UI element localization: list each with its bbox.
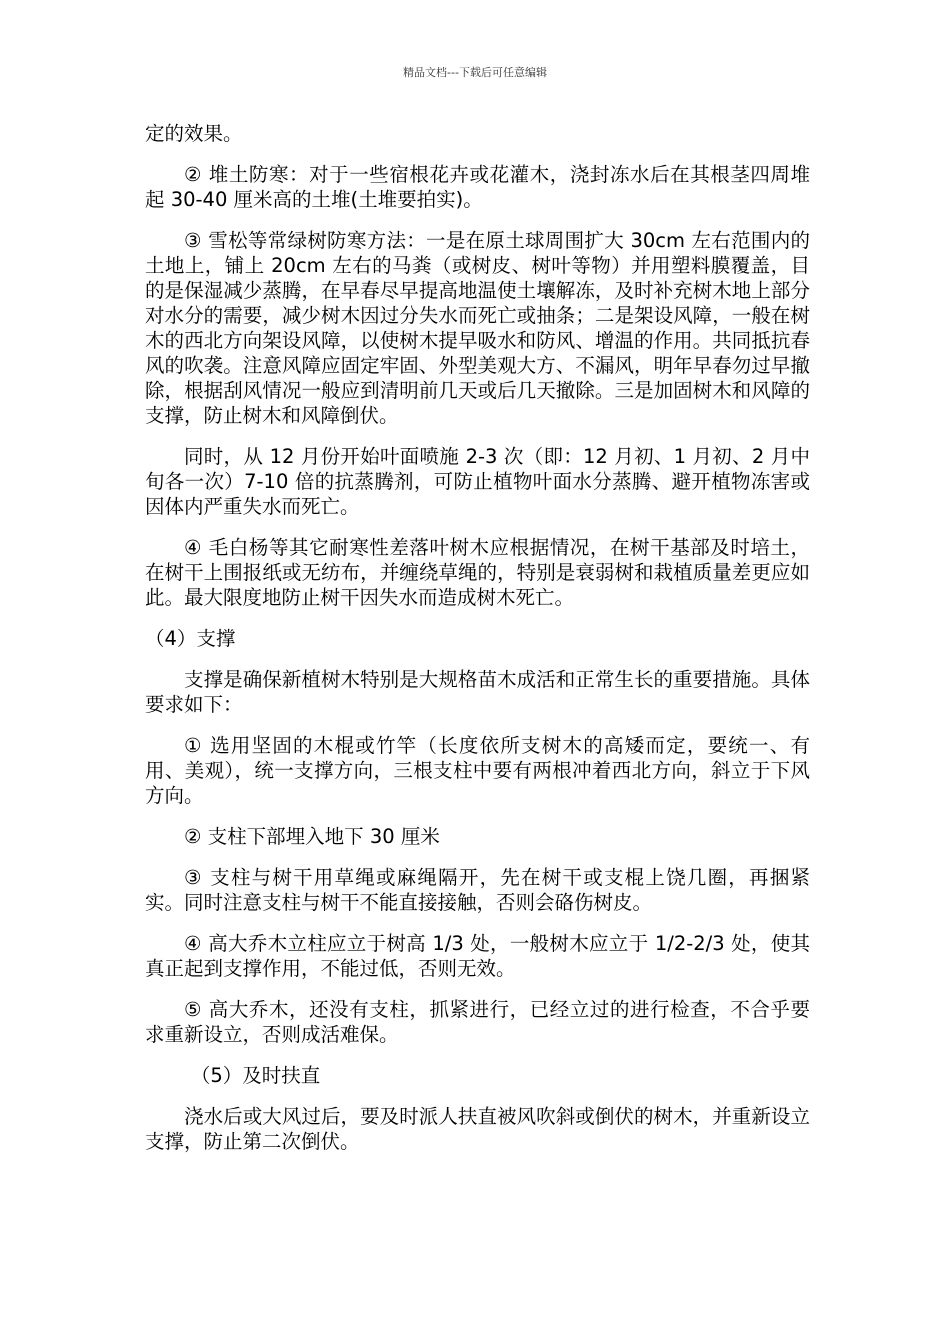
paragraph-straighten: 浇水后或大风过后，要及时派人扶直被风吹斜或倒伏的树木，并重新设立支撑，防止第二次倒伏。 xyxy=(145,1105,810,1153)
paragraph-support-item-2: ② 支柱下部埋入地下 30 厘米 xyxy=(184,825,440,848)
paragraph-support-item-3: ③ 支柱与树干用草绳或麻绳隔开，先在树干或支棍上饶几圈，再捆紧实。同时注意支柱与树干不能直接接触，否则会硌伤树皮。 xyxy=(145,866,810,914)
paragraph-deciduous-trees: ④ 毛白杨等其它耐寒性差落叶树木应根据情况，在树干基部及时培土，在树干上围报纸或无纺布，并缠绕草绳的，特别是衰弱树和栽植质量差更应如此。最大限度地防止树干因失水而造成树木死亡。 xyxy=(145,536,810,609)
paragraph-support-item-1: ① 选用坚固的木棍或竹竿（长度依所支树木的高矮而定，要统一、有用、美观），统一支撑方向，三根支柱中要有两根冲着西北方向，斜立于下风方向。 xyxy=(145,734,810,807)
paragraph-evergreen-protection: ③ 雪松等常绿树防寒方法：一是在原土球周围扩大 30cm 左右范围内的土地上，铺上 20cm 左右的马粪（或树皮、树叶等物）并用塑料膜覆盖，目的是保湿减少蒸腾，在早春尽早提高地温使土壤解冻，及时补充树木地上部分对水分的需要，减少树木因过分失水而死亡或抽条；二是架设风障，一般在树木的西北方向架设风障，以使树木提早吸水和防风、增温的作用。共同抵抗春风的吹袭。注意风障应固定牢固、外型美观大方、不漏风，明年早春勿过早撤除，根据刮风情况一般应到清明前几天或后几天撤除。三是加固树木和风障的支撑，防止树木和风障倒伏。 xyxy=(145,229,810,427)
page-header: 精品文档---下载后可任意编辑 xyxy=(403,66,547,79)
paragraph-support-intro: 支撑是确保新植树木特别是大规格苗木成活和正常生长的重要措施。具体要求如下： xyxy=(145,668,810,716)
paragraph-spraying: 同时，从 12 月份开始叶面喷施 2-3 次（即：12 月初、1 月初、2 月中旬各一次）7-10 倍的抗蒸腾剂，可防止植物叶面水分蒸腾、避开植物冻害或因体内严重失水而死亡。 xyxy=(145,445,810,518)
paragraph-effect: 定的效果。 xyxy=(145,122,243,145)
paragraph-support-item-4: ④ 高大乔木立柱应立于树高 1/3 处，一般树木应立于 1/2-2/3 处，使其真正起到支撑作用，不能过低，否则无效。 xyxy=(145,932,810,980)
paragraph-mound-soil: ② 堆土防寒：对于一些宿根花卉或花灌木，浇封冻水后在其根茎四周堆起 30-40 厘米高的土堆(土堆要拍实)。 xyxy=(145,163,810,211)
paragraph-support-item-5: ⑤ 高大乔木，还没有支柱，抓紧进行，已经立过的进行检查，不合乎要求重新设立，否则成活难保。 xyxy=(145,998,810,1046)
section-heading-support: （4）支撑 xyxy=(145,627,236,650)
section-heading-straighten: （5）及时扶直 xyxy=(190,1064,321,1087)
document-body xyxy=(145,121,810,1170)
